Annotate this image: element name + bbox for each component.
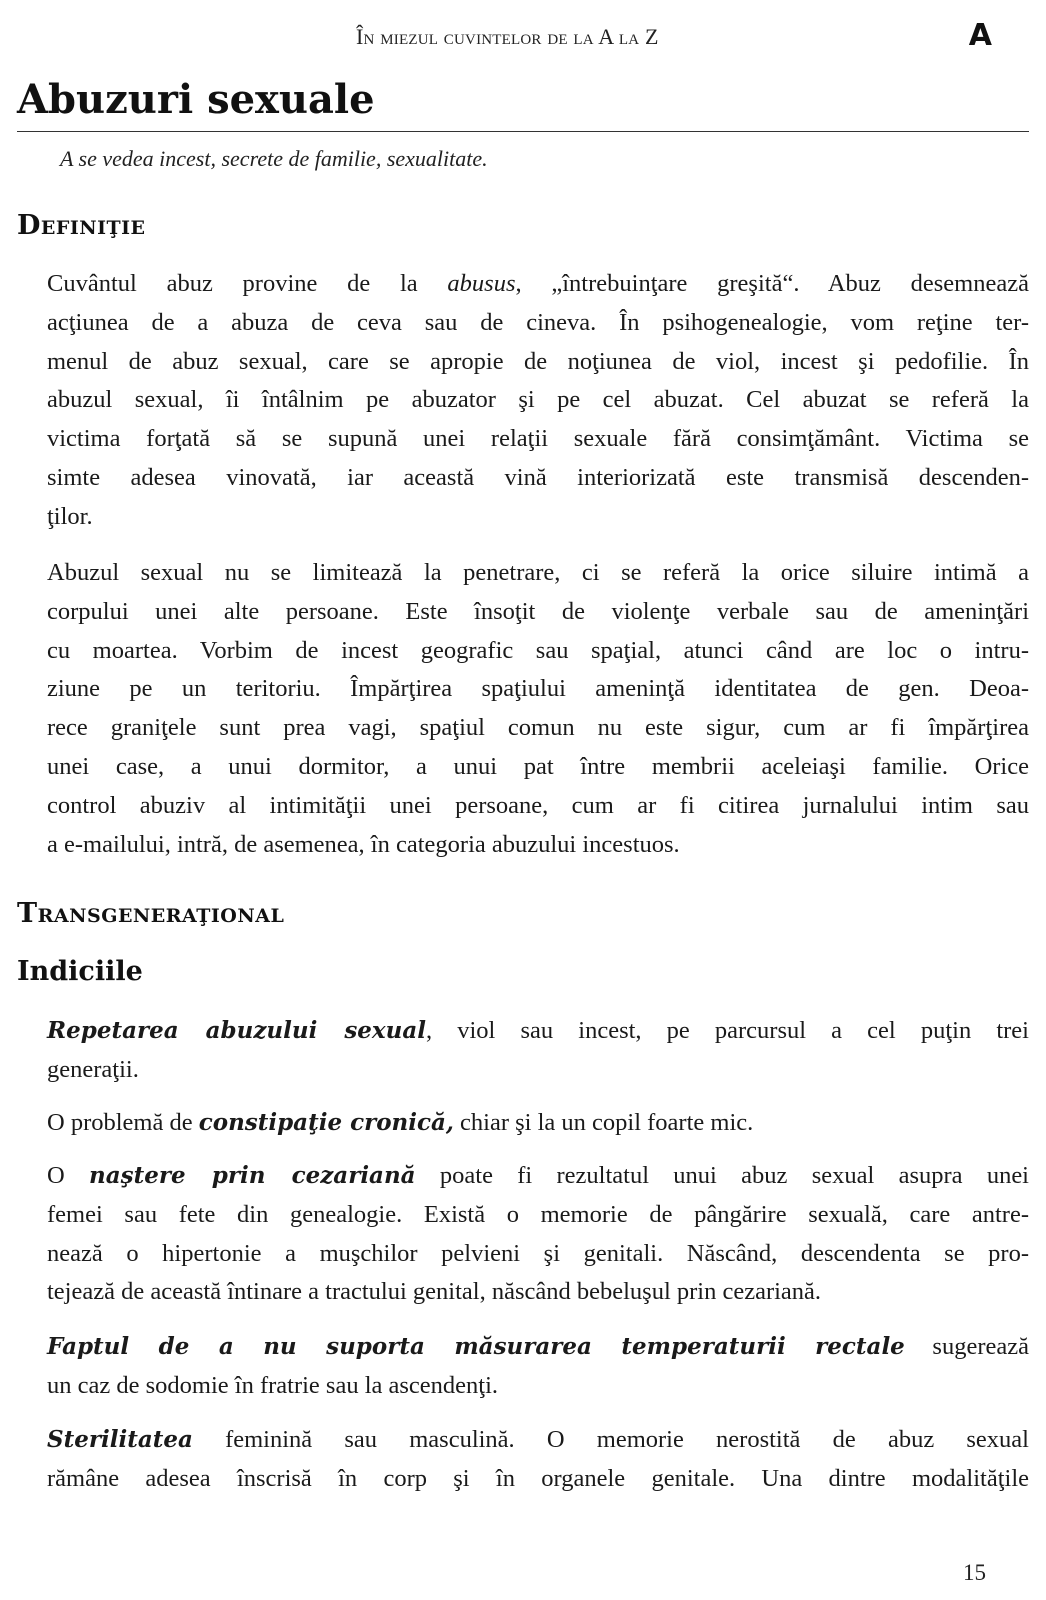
- indiciu-2: [47, 1104, 1029, 1143]
- running-head: În miezul cuvintelor de la A la Z: [356, 24, 659, 49]
- section-letter: A: [968, 18, 992, 53]
- paragraph-line: rece graniţele sunt prea vagi, spaţiul comun nu este sigur, cum ar fi împărţirea: [47, 714, 1029, 742]
- text-run: , viol sau incest, pe parcursul a cel puţin trei: [426, 1017, 1029, 1044]
- paragraph-line: femei sau fete din genealogie. Există o memorie de pângărire sexuală, care antre-: [47, 1200, 1029, 1228]
- text-run: Cuvântul abuz provine de la: [47, 270, 448, 297]
- paragraph-line: victima forţată să se supună unei relaţii sexuale fără consimţământ. Victima se: [47, 425, 1029, 453]
- paragraph-line: [47, 1421, 1029, 1460]
- paragraph-line: ziune pe un teritoriu. Împărţirea spaţiului ameninţă identitatea de gen. Deoa-: [47, 675, 1029, 703]
- bold-keyword: Sterilitatea: [47, 1426, 193, 1453]
- paragraph-line: [47, 1012, 1029, 1051]
- paragraph-line: [47, 1104, 1029, 1143]
- bold-keyword: naştere prin cezariană: [89, 1162, 416, 1189]
- text-run: feminină sau masculină. O memorie nerostită de abuz sexual: [192, 1426, 1029, 1453]
- paragraph-line: tejează de această întinare a tractului genital, născând bebeluşul prin cezariană.: [47, 1278, 822, 1306]
- indiciu-5: [47, 1421, 1029, 1499]
- indiciu-1: [47, 1012, 1029, 1090]
- text-run: sugerează: [904, 1333, 1029, 1360]
- paragraph-line: [47, 1328, 1029, 1367]
- latin-term: abusus: [447, 270, 516, 297]
- paragraph-line: acţiunea de a abuza de ceva sau de cineva. În psihogenealogie, vom reţine ter-: [47, 308, 1029, 336]
- bold-keyword: Repetarea abuzului sexual: [47, 1017, 426, 1044]
- paragraph-line: [47, 1157, 1029, 1196]
- paragraph-line: nează o hipertonie a muşchilor pelvieni şi genitali. Născând, descendenta se pro-: [47, 1239, 1029, 1267]
- paragraph-line: Abuzul sexual nu se limitează la penetrare, ci se referă la orice siluire intimă a: [47, 559, 1029, 586]
- bold-keyword: Faptul de a nu suporta măsurarea temperaturii rectale: [47, 1333, 905, 1360]
- text-run: poate fi rezultatul unui abuz sexual asupra unei: [415, 1162, 1029, 1189]
- bold-keyword: constipaţie cronică,: [198, 1109, 454, 1136]
- definitie-paragraph-2: [47, 554, 1029, 864]
- paragraph-line: ţilor.: [47, 502, 93, 530]
- paragraph-line: unei case, a unui dormitor, a unui pat între membrii aceleiaşi familie. Orice: [47, 752, 1029, 780]
- paragraph-line: un caz de sodomie în fratrie sau la ascendenţi.: [47, 1371, 499, 1399]
- heading-definitie: Definiţie: [17, 210, 146, 241]
- indiciu-3: [47, 1157, 1029, 1312]
- paragraph-line: menul de abuz sexual, care se apropie de noţiunea de viol, incest şi pedofilie. În: [47, 347, 1029, 375]
- text-run: O problemă de: [47, 1109, 199, 1136]
- title-rule: [17, 131, 1029, 132]
- indiciu-4: [47, 1328, 1029, 1406]
- paragraph-line: corpului unei alte persoane. Este însoţit de violenţe verbale sau de ameninţări: [47, 597, 1029, 625]
- text-run: chiar şi la un copil foarte mic.: [453, 1109, 754, 1136]
- paragraph-line: generaţii.: [47, 1055, 139, 1083]
- heading-transgenerational: Transgeneraţional: [17, 898, 285, 929]
- subheading-indiciile: Indiciile: [17, 956, 143, 987]
- see-also-note: A se vedea incest, secrete de familie, sexualitate.: [60, 146, 488, 171]
- page-number: 15: [963, 1560, 986, 1585]
- paragraph-line: [47, 265, 1029, 304]
- paragraph-line: a e-mailului, intră, de asemenea, în categoria abuzului incestuos.: [47, 830, 680, 858]
- entry-title: Abuzuri sexuale: [17, 76, 375, 123]
- definitie-paragraph-1: [47, 265, 1029, 537]
- paragraph-line: cu moartea. Vorbim de incest geografic sau spaţial, atunci când are loc o intru-: [47, 636, 1029, 664]
- paragraph-line: abuzul sexual, îi întâlnim pe abuzator şi pe cel abuzat. Cel abuzat se referă la: [47, 386, 1029, 414]
- paragraph-line: control abuziv al intimităţii unei persoane, cum ar fi citirea jurnalului intim sau: [47, 791, 1029, 819]
- paragraph-line: rămâne adesea înscrisă în corp şi în organele genitale. Una dintre modalităţile: [47, 1464, 1029, 1492]
- text-run: , „întrebuinţare greşită“. Abuz desemnează: [515, 270, 1029, 297]
- paragraph-line: simte adesea vinovată, iar această vină interiorizată este transmisă descenden-: [47, 463, 1029, 491]
- text-run: O: [47, 1162, 89, 1189]
